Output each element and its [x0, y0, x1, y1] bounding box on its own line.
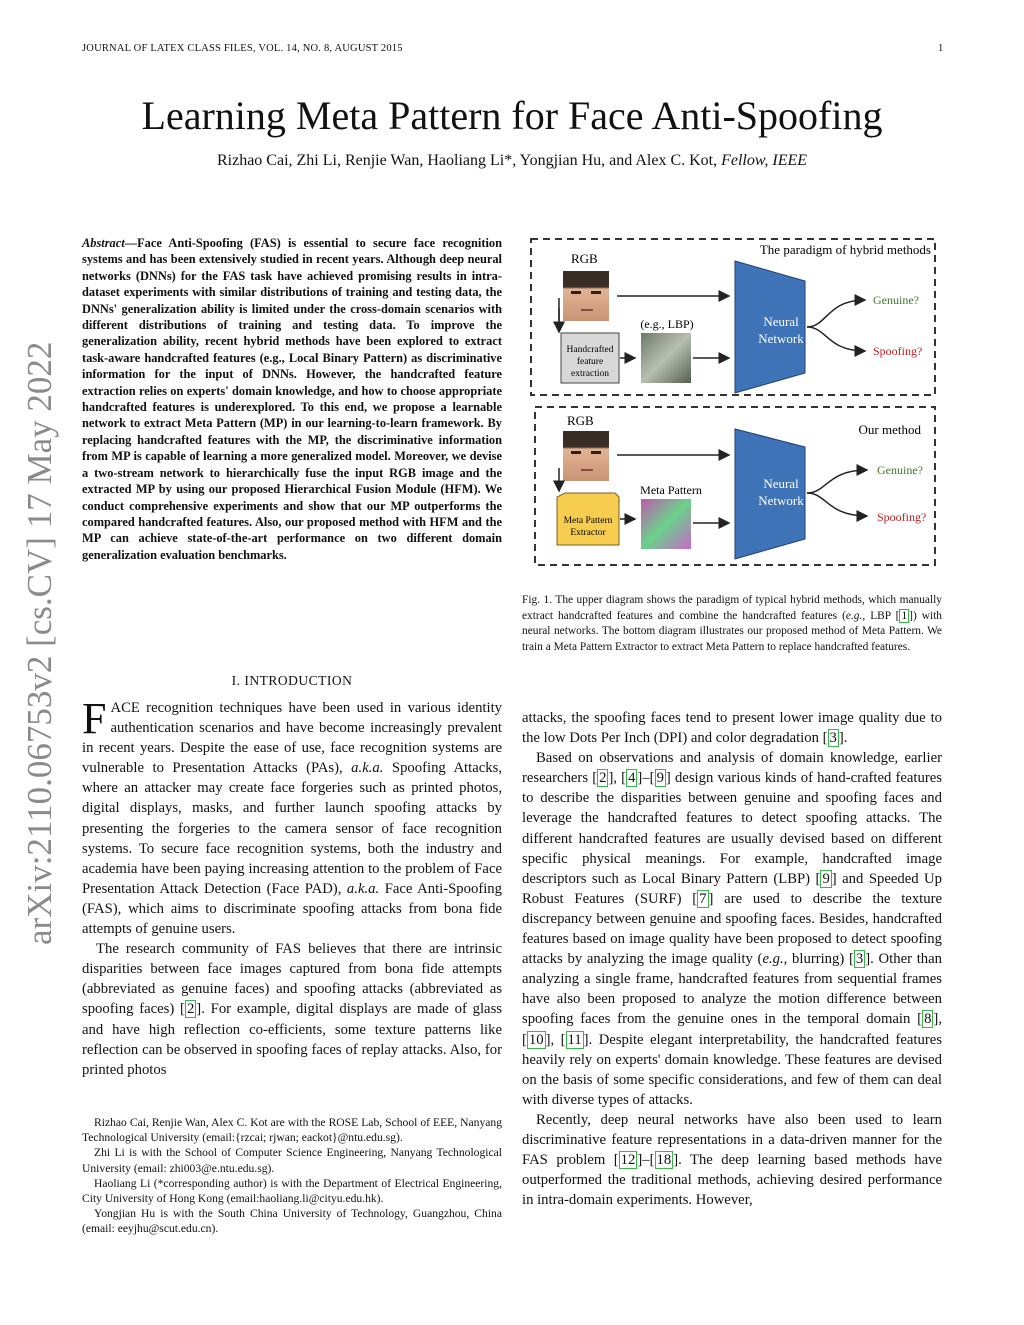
intro-paragraph-2: The research community of FAS believes that there are intrinsic disparities between face images captured from bona fide attempts (abbreviated as genuine faces) and spoofing attacks (abbreviated as spoofing faces) [ 2 ]. For example, digital displays are made of glass and have high reflection co-efficients, some texture patterns like reflection can be observed in spoofing faces of replay attacks. Also, for printed photos: [82, 941, 503, 1078]
genuine-label-bottom: Genuine?: [877, 463, 923, 477]
spoofing-label-bottom: Spoofing?: [877, 510, 927, 524]
footnote: Yongjian Hu is with the South China University of Technology, Guangzhou, China (email: eeyjhu@scut.edu.cn).: [82, 1207, 502, 1236]
abstract-label: Abstract: [82, 236, 125, 250]
meta-pattern-label: Meta Pattern: [640, 483, 702, 497]
citation-link[interactable]: 9: [656, 770, 664, 787]
arxiv-stamp: arXiv:2110.06753v2 [cs.CV] 17 May 2022: [20, 341, 59, 945]
nn-label-top-1: Neural: [763, 314, 799, 329]
citation-link[interactable]: 2: [186, 1001, 195, 1018]
citation-link[interactable]: 7: [699, 890, 707, 907]
figure-1-caption: Fig. 1. The upper diagram shows the paradigm of typical hybrid methods, which manually extract handcrafted features and combine the handcrafted features (e.g., LBP [ 1 ]) with neural networks. The bottom diagram illustrates our proposed method of Meta Pattern. We train a Meta Pattern Extractor to extract Meta Pattern to replace handcrafted features.: [522, 594, 943, 653]
authors-names: Rizhao Cai, Zhi Li, Renjie Wan, Haoliang Li*, Yongjian Hu, and Alex C. Kot,: [216, 152, 722, 169]
handcrafted-label-2: feature: [576, 357, 604, 367]
rgb-label-top: RGB: [571, 251, 598, 266]
lbp-feature-image: [641, 333, 691, 383]
paper-title: Learning Meta Pattern for Face Anti-Spoofing: [141, 93, 883, 138]
footnote: Haoliang Li (*corresponding author) is with the Department of Electrical Engineering, City University of Hong Kong (email:haoliang.li@cityu.edu.hk).: [82, 1176, 502, 1206]
citation-link[interactable]: 3: [855, 951, 864, 968]
abstract-text: —Face Anti-Spoofing (FAS) is essential to secure face recognition systems and has been extensively studied in recent years. Although deep neural networks (DNNs) for the FAS task have achieved promising results in intra-dataset experiments with similar distributions of training and testing data, the DNNs' generalization ability is limited under the cross-domain scenarios with different distributions of training and testing data. To improve the generalization ability, recent hybrid methods have been explored to extract task-aware handcrafted features (e.g., Local Binary Pattern) as discriminative information for the input of DNNs. However, the handcrafted feature extraction relies on experts' domain knowledge, and how to choose appropriate handcrafted features is underexplored. To this end, we propose a learnable network to extract Meta Pattern (MP) in our learning-to-learn framework. By replacing handcrafted features with the MP, the discriminative information from MP is capable of learning a more generalized model. Moreover, we devise a two-stream network to hierarchically fuse the input RGB image and the extracted MP by using our proposed Hierarchical Fusion Module (HFM). We conduct comprehensive experiments and show that our MP outperforms the compared handcrafted features. Also, our proposed method with HFM and the MP can achieve state-of-the-art performance on two different domain generalization evaluation benchmarks.: [82, 236, 502, 562]
nn-label-bottom-1: Neural: [763, 476, 799, 491]
rgb-face-image-top: [563, 271, 609, 321]
intro-paragraph-3: attacks, the spoofing faces tend to present lower image quality due to the low Dots Per Inch (DPI) and color degradation [ 3 ].: [522, 710, 942, 747]
spoofing-label-top: Spoofing?: [873, 344, 923, 358]
citation-link[interactable]: 12: [620, 1152, 636, 1169]
footnote: Rizhao Cai, Renjie Wan, Alex C. Kot are with the ROSE Lab, School of EEE, Nanyang Technological University (email:{rzcai; rjwan; eackot}@ntu.edu.sg).: [82, 1116, 502, 1145]
extractor-label-1: Meta Pattern: [563, 516, 613, 526]
handcrafted-label-3: extraction: [571, 369, 609, 379]
hybrid-methods-title: The paradigm of hybrid methods: [759, 242, 931, 257]
nn-label-bottom-2: Network: [758, 493, 804, 508]
section-heading-rest: NTRODUCTION: [249, 673, 353, 688]
citation-link[interactable]: 11: [567, 1031, 582, 1048]
left-column-body: [82, 694, 503, 1080]
genuine-label-top: Genuine?: [873, 293, 919, 307]
citation-link[interactable]: 9: [822, 870, 830, 887]
citation-link[interactable]: 4: [628, 770, 636, 787]
page-number: 1: [938, 43, 944, 54]
section-number: I.: [231, 673, 245, 688]
right-column-body: [522, 708, 942, 1210]
intro-paragraph-1: FACE recognition techniques have been used in various identity authentication scenarios and have become increasingly prevalent in recent years. Despite the ease of use, face recognition systems are vulnerable to Presentation Attacks (PAs), a.k.a. Spoofing Attacks, where an attacker may create face forgeries such as printed photos, digital displays, masks, and further launch spoofing attacks by presenting the forgeries to the camera sensor of face recognition systems. To secure face recognition systems, both the industry and academia have been paying increasing attention to the problem of Face Presentation Attack Detection (Face PAD), a.k.a. Face Anti-Spoofing (FAS), which aims to discriminate spoofing attacks from bona fide attempts of genuine users.: [82, 694, 502, 938]
affiliation-footnotes: [82, 1115, 502, 1237]
rgb-label-bottom: RGB: [567, 413, 594, 428]
citation-link[interactable]: 1: [901, 609, 908, 622]
meta-pattern-image: [641, 499, 691, 549]
citation-link[interactable]: 10: [528, 1031, 544, 1048]
eg-lbp-label: (e.g., LBP): [640, 317, 694, 331]
intro-paragraph-4: Based on observations and analysis of domain knowledge, earlier researchers [ 2 ], [ 4 ]–[ 9 ] design various kinds of hand-crafted features to describe the disparities between genuine and spoofing faces and leverage the handcrafted features to detect spoofing attacks. The different handcrafted features are usually devised based on different specific physical meanings. For example, handcrafted image descriptors such as Local Binary Pattern (LBP) [ 9 ] and Speeded Up Robust Features (SURF) [ 7 ] are used to describe the texture discrepancy between genuine and spoofing faces. Besides, handcrafted features based on image quality have been proposed to detect spoofing attacks by analyzing the image quality (e.g., blurring) [ 3 ]. Other than analyzing a single frame, handcrafted features from sequential frames have also been proposed to analyze the motion difference between spoofing faces from the genuine ones in the temporal domain [ 8 ], [ 10 ], [ 11 ]. Despite elegant interpretability, the handcrafted features heavily rely on experts' domain knowledge. These features are devised on the basis of some specific considerations, and few of them can deal with diverse types of attacks.: [522, 750, 943, 1108]
author-list: [0, 152, 1024, 170]
authors-suffix: Fellow, IEEE: [721, 152, 808, 169]
citation-link[interactable]: 18: [656, 1152, 672, 1169]
abstract: [82, 235, 502, 563]
citation-link[interactable]: 2: [599, 770, 607, 787]
citation-link[interactable]: 3: [829, 730, 837, 747]
section-heading-initial: I: [244, 673, 250, 688]
our-method-title: Our method: [858, 422, 921, 437]
citation-link[interactable]: 8: [924, 1011, 932, 1028]
handcrafted-label-1: Handcrafted: [566, 345, 614, 355]
section-heading-introduction: [82, 673, 502, 689]
rgb-face-image-bottom: [563, 431, 609, 481]
running-head: JOURNAL OF LATEX CLASS FILES, VOL. 14, NO. 8, AUGUST 2015: [82, 43, 403, 54]
nn-label-top-2: Network: [758, 331, 804, 346]
drop-cap: F: [82, 694, 107, 743]
intro-paragraph-5: Recently, deep neural networks have also been used to learn discriminative feature representations in a data-driven manner for the FAS problem [ 12 ]–[ 18 ]. The deep learning based methods have outperformed the traditional methods, achieving desired performance in intra-domain experiments. However,: [522, 1111, 942, 1209]
footnote: Zhi Li is with the School of Computer Science Engineering, Nanyang Technological University (email: zhi003@e.ntu.edu.sg).: [82, 1146, 502, 1175]
extractor-label-2: Extractor: [570, 528, 606, 538]
figure-1-diagram: [525, 233, 945, 573]
